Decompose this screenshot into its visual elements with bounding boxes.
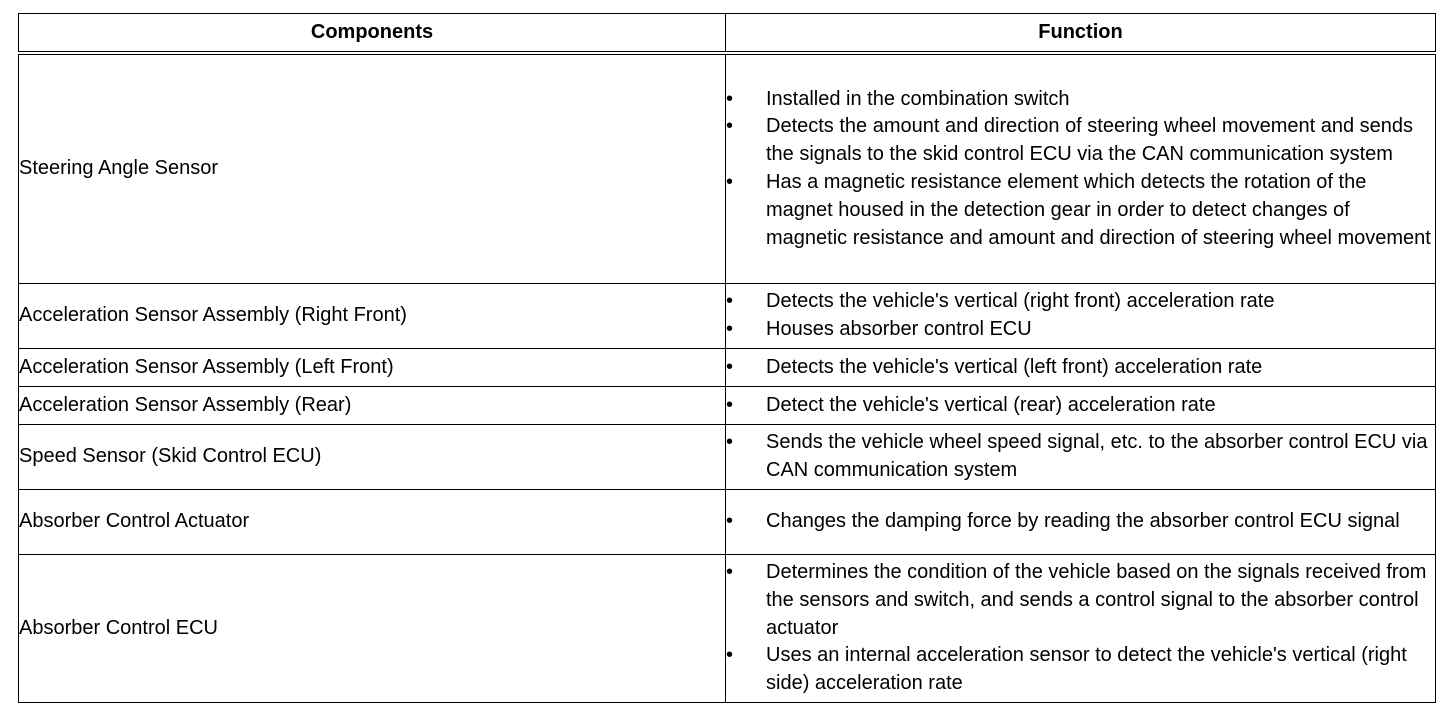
function-text: Determines the condition of the vehicle based on the signals received from the sensors and switch, and sends a control signal to the absorber control actuator [766, 561, 1427, 639]
component-cell: Absorber Control ECU [19, 555, 726, 703]
component-cell: Acceleration Sensor Assembly (Right Front) [19, 284, 726, 349]
function-text: Sends the vehicle wheel speed signal, etc. to the absorber control ECU via CAN communication system [766, 431, 1428, 481]
function-text: Houses absorber control ECU [766, 318, 1032, 340]
header-function: Function [726, 14, 1436, 54]
list-item [726, 86, 1435, 114]
list-item [726, 429, 1435, 485]
function-list [726, 559, 1435, 698]
table-row [19, 387, 1436, 425]
function-text: Has a magnetic resistance element which detects the rotation of the magnet housed in the detection gear in order to detect changes of magnetic resistance and amount and direction of steering wheel movement [766, 171, 1431, 249]
bullet-icon: • [726, 318, 734, 340]
bullet-icon: • [726, 393, 734, 416]
function-text: Installed in the combination switch [766, 87, 1070, 110]
table-row [19, 555, 1436, 703]
list-item [726, 288, 1435, 316]
bullet-icon: • [726, 510, 734, 533]
list-item [726, 508, 1435, 536]
function-text: Detects the vehicle's vertical (left front) acceleration rate [766, 355, 1263, 378]
bullet-icon: • [726, 115, 734, 138]
table-row [19, 425, 1436, 490]
function-list [726, 288, 1435, 344]
bullet-icon: • [726, 290, 734, 313]
list-item [726, 113, 1435, 169]
component-cell: Speed Sensor (Skid Control ECU) [19, 425, 726, 490]
bullet-icon: • [726, 171, 734, 193]
table-row [19, 349, 1436, 387]
function-list [726, 508, 1435, 536]
function-cell [726, 284, 1436, 349]
bullet-icon: • [726, 87, 734, 110]
function-text: Detect the vehicle's vertical (rear) acceleration rate [766, 393, 1216, 416]
table-row [19, 490, 1436, 555]
list-item [726, 354, 1435, 382]
header-row [19, 14, 1436, 54]
function-cell [726, 387, 1436, 425]
list-item [726, 642, 1435, 698]
component-cell: Acceleration Sensor Assembly (Rear) [19, 387, 726, 425]
function-text: Uses an internal acceleration sensor to detect the vehicle's vertical (right side) acceleration rate [766, 644, 1407, 695]
list-item [726, 169, 1435, 252]
function-list [726, 354, 1435, 382]
function-cell [726, 349, 1436, 387]
bullet-icon: • [726, 644, 734, 667]
function-text: Detects the amount and direction of steering wheel movement and sends the signals to the skid control ECU via the CAN communication system [766, 115, 1414, 166]
list-item [726, 559, 1435, 642]
function-list [726, 429, 1435, 485]
list-item [726, 316, 1435, 344]
function-list [726, 86, 1435, 253]
bullet-icon: • [726, 431, 734, 454]
component-cell: Acceleration Sensor Assembly (Left Front) [19, 349, 726, 387]
function-cell [726, 555, 1436, 703]
function-text: Detects the vehicle's vertical (right front) acceleration rate [766, 290, 1275, 313]
function-text: Changes the damping force by reading the absorber control ECU signal [766, 510, 1400, 533]
bullet-icon: • [726, 355, 734, 378]
table-row [19, 53, 1436, 284]
function-list [726, 392, 1435, 420]
header-components: Components [19, 14, 726, 54]
component-cell: Absorber Control Actuator [19, 490, 726, 555]
list-item [726, 392, 1435, 420]
components-function-table [18, 13, 1436, 703]
function-cell [726, 425, 1436, 490]
function-cell [726, 490, 1436, 555]
component-cell: Steering Angle Sensor [19, 53, 726, 284]
function-cell [726, 53, 1436, 284]
table-row [19, 284, 1436, 349]
bullet-icon: • [726, 561, 734, 583]
